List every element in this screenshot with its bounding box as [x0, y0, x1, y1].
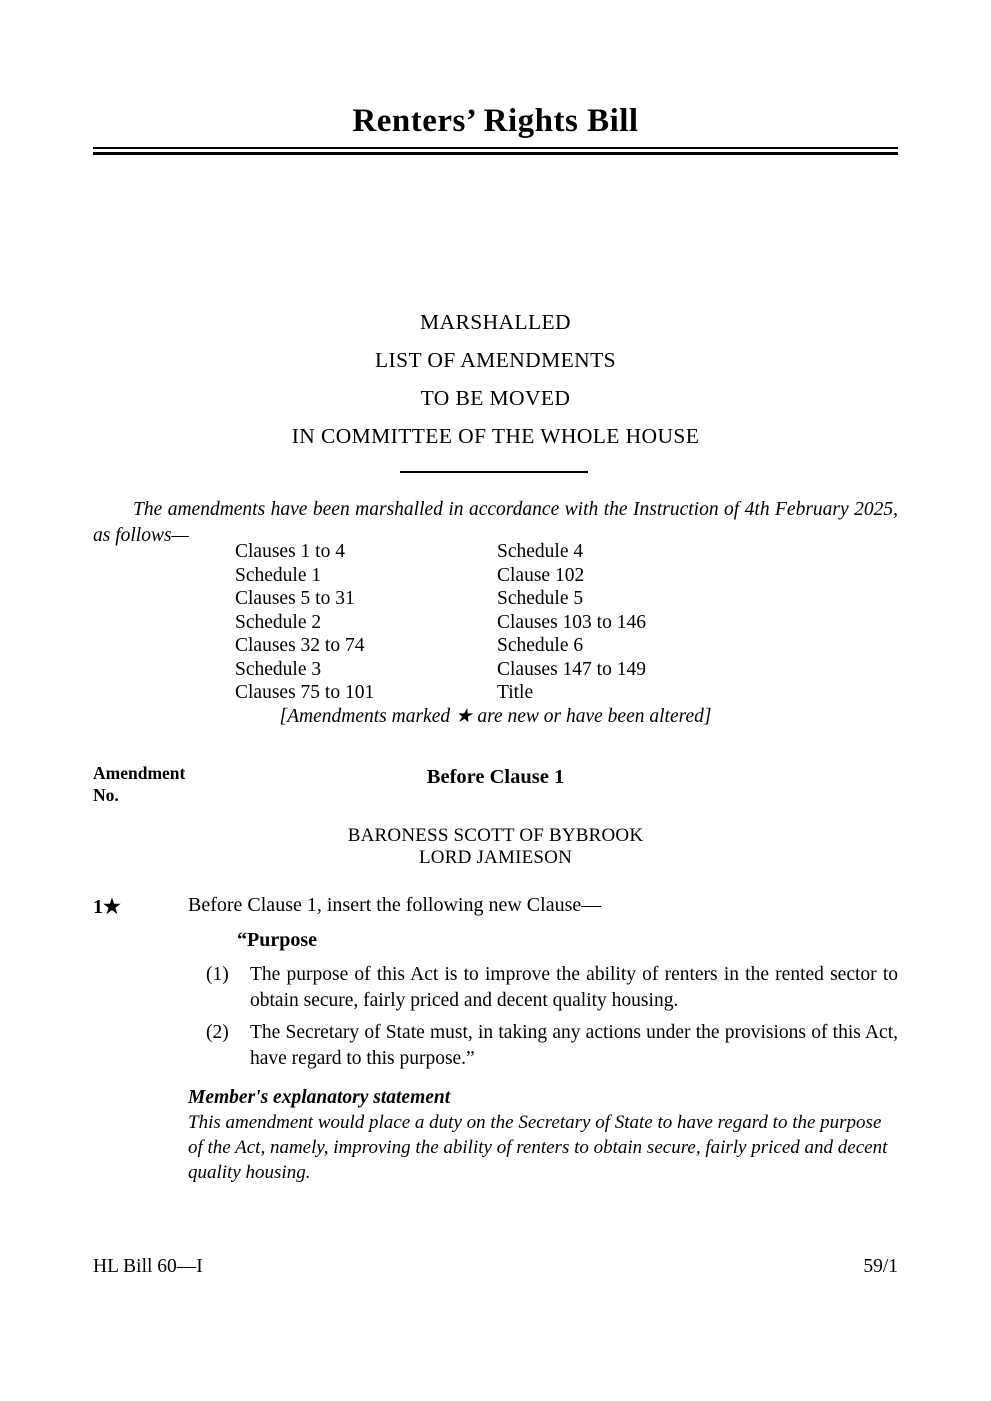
footer-page-reference: 59/1	[863, 1256, 898, 1277]
order-item: Clauses 32 to 74	[235, 635, 365, 656]
amendment-lead-text: Before Clause 1, insert the following new Clause—	[188, 894, 602, 916]
subsection-1	[206, 962, 898, 1014]
order-item: Clauses 1 to 4	[235, 541, 345, 562]
order-item: Title	[497, 682, 534, 703]
order-item: Schedule 1	[235, 564, 322, 586]
new-amendment-star-icon: ★	[103, 896, 121, 918]
document-heading-block	[0, 303, 991, 455]
subsection-text: The Secretary of State must, in taking any actions under the provisions of this Act, have regard to this purpose.”	[250, 1022, 898, 1069]
amendment-number	[93, 894, 121, 919]
subsection-2	[206, 1020, 898, 1072]
amendment-no-line2: No.	[93, 785, 119, 805]
heading-line-to-be-moved: TO BE MOVED	[420, 386, 571, 410]
order-item: Clauses 147 to 149	[497, 658, 646, 680]
explanatory-statement-block	[188, 1085, 900, 1185]
amendment-1-lead-in	[93, 894, 898, 917]
order-column-left	[235, 540, 497, 705]
heading-line-marshalled: MARSHALLED	[420, 310, 571, 334]
subsection-number: (2)	[206, 1022, 229, 1043]
order-item: Clause 102	[497, 564, 585, 586]
page-footer	[93, 1256, 898, 1278]
heading-line-list-of-amendments: LIST OF AMENDMENTS	[375, 348, 616, 372]
order-item: Clauses 5 to 31	[235, 588, 355, 609]
footer-bill-reference: HL Bill 60—I	[93, 1256, 203, 1277]
order-item: Schedule 5	[497, 588, 584, 609]
page-title: Renters’ Rights Bill	[352, 103, 639, 139]
mover-name: BARONESS SCOTT OF BYBROOK	[347, 825, 644, 846]
order-item: Schedule 2	[235, 611, 322, 633]
section-heading-before-clause-1: Before Clause 1	[426, 766, 565, 788]
amendment-number-value: 1	[93, 896, 103, 918]
marshalling-order-list	[235, 540, 646, 705]
order-item: Schedule 6	[497, 635, 584, 656]
order-item: Clauses 75 to 101	[235, 682, 375, 703]
order-item: Schedule 4	[497, 541, 584, 562]
subsection-number: (1)	[206, 964, 229, 985]
explanatory-statement-heading: Member's explanatory statement	[188, 1087, 451, 1108]
amendment-no-line1: Amendment	[93, 763, 186, 783]
heading-line-committee: IN COMMITTEE OF THE WHOLE HOUSE	[291, 424, 700, 448]
new-clause-title: “Purpose	[237, 929, 317, 951]
explanatory-statement-text: This amendment would place a duty on the Secretary of State to have regard to the purpose of the Act, namely, improving the ability of renters to obtain secure, fairly priced and decent quality housing.	[188, 1112, 888, 1183]
subsection-text: The purpose of this Act is to improve the ability of renters in the rented sector to obtain secure, fairly priced and decent quality housing.	[250, 964, 898, 1011]
order-column-right	[497, 540, 646, 705]
order-item: Clauses 103 to 146	[497, 611, 646, 633]
movers-block	[93, 825, 898, 869]
section-divider-rule	[400, 471, 588, 473]
mover-name: LORD JAMIESON	[418, 847, 573, 868]
marshalling-note: The amendments have been marshalled in accordance with the Instruction of 4th February 2025, as follows—	[93, 499, 898, 546]
title-double-rule	[93, 147, 898, 155]
order-item: Schedule 3	[235, 658, 322, 680]
star-legend-note: [Amendments marked ★ are new or have been altered]	[279, 706, 712, 727]
